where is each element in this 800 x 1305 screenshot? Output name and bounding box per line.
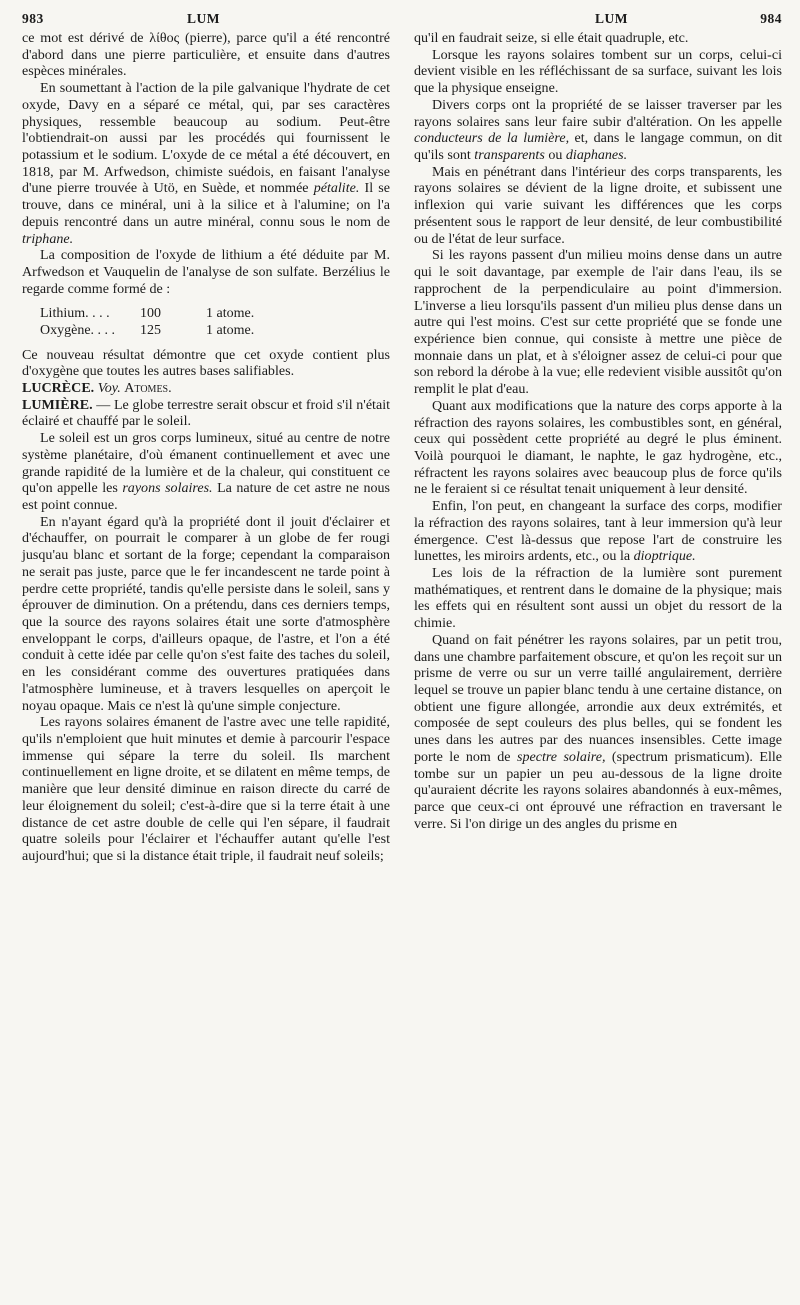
paragraph: Le soleil est un gros corps lumineux, situé au centre de notre système planétaire, d'où émanent continuellement et avec une grande rapidité de la lumière et de la chaleur, qui constituent ce qu'on appelle les rayons solaires. La nature de cet astre ne nous est point connue. [22,430,390,513]
entry-lucrece [22,380,390,397]
left-page-number: 983 [22,11,44,26]
paragraph: Ce nouveau résultat démontre que cet oxyde contient plus d'oxygène que toutes les autres bases salifiables. [22,346,390,380]
element-atoms: 1 atome. [206,322,255,338]
paragraph: Mais en pénétrant dans l'intérieur des corps transparents, les rayons solaires se dévient de la ligne droite, et subissent une inflexion qui varie suivant les différences que les corps présentent sous le rapport de leur densité, de leur combustibilité ou de l'état de leur surface. [414,163,782,247]
entry-term: LUMIÈRE. [22,396,93,413]
paragraph: Si les rayons passent d'un milieu moins dense dans un autre qui le soit davantage, par exemple de l'air dans l'eau, ils se rapprochent de la perpendiculaire au point d'immersion. L'inverse a lieu lorsqu'ils passent d'un milieu plus dense dans un autre qui l'est moins. C'est sur cette propriété que se fonde une expérience bien connue, qui consiste à mettre une pièce de monnaie dans un plat, et à s'éloigner assez de celui-ci pour que son rebord la dérobe à la vue; elle redevient visible aussitôt qu'on remplit le plat d'eau. [414,247,782,398]
cross-ref: Voy. [97,379,121,396]
table-row [40,305,286,322]
running-header [22,8,782,30]
element-atoms: 1 atome. [206,305,255,321]
composition-table [40,305,286,339]
paragraph: En soumettant à l'action de la pile galvanique l'hydrate de cet oxyde, Davy en a séparé ce métal, qui, par ses caractères physiques, ressemble beaucoup au sodium. Peut-être l'obtiendrait-on aussi par les procédés qui fournissent le potassium et le sodium. L'oxyde de ce métal a été découvert, en 1818, par M. Arfwedson, chimiste suédois, en faisant l'analyse d'une pierre trouvée à Utö, en Suède, et nommée pétalite. Il se trouve, dans ce minéral, uni à la silice et à l'alumine; on l'a depuis rencontré dans un autre minéral, connu sous le nom de triphane. [22,80,390,247]
paragraph: Divers corps ont la propriété de se laisser traverser par les rayons solaires sans leur faire subir d'altération. On les appelle conducteurs de la lumière, et, dans le langage commun, on dit qu'ils sont transparents ou diaphanes. [414,96,782,164]
left-column [22,30,390,865]
element-amount: 100 [140,305,161,321]
element-name: Lithium. . . . [40,305,110,321]
paragraph: Lorsque les rayons solaires tombent sur un corps, celui-ci devient visible en les réfléchissant de sa surface, suivant les lois que la physique enseigne. [414,46,782,97]
paragraph: Quant aux modifications que la nature des corps apporte à la réfraction des rayons solaires, les combustibles sont, en général, ceux qui possèdent cette propriété au degré le plus éminent. Voilà pourquoi le diamant, le naphte, le gaz hydrogène, etc., réfractent les rayons solaires avec beaucoup plus de force qu'ils ne le feraient si ce résultat tenait uniquement à leur densité. [414,397,782,498]
paragraph: ce mot est dérivé de λίθος (pierre), parce qu'il a été rencontré d'abord dans une pierre particulière, et ensuite dans d'autres espèces minérales. [22,30,390,80]
paragraph: Les rayons solaires émanent de l'astre avec une telle rapidité, qu'ils n'emploient que huit minutes et demie à parcourir l'espace immense qui sépare la terre du soleil. Ils marchent continuellement en ligne droite, et se dilatent en même temps, de manière que leur densité diminue en raison directe du carré de leur éloignement du soleil; c'est-à-dire que si la terre était à une distance de cet astre double de celle qui l'en sépare, il faudrait quatre soleils pour l'éclairer et l'échauffer autant qu'elle l'est aujourd'hui; que si la distance était triple, il faudrait neuf soleils; [22,714,390,865]
paragraph: En n'ayant égard qu'à la propriété dont il jouit d'éclairer et d'échauffer, on pourrait le comparer à un globe de fer rougi jusqu'au blanc et sortant de la forge; cependant la comparaison ne serait pas juste, parce que le fer incandescent ne tarde point à perdre cette propriété, tandis qu'elle persiste dans le soleil, sans y éprouver de diminution. On a prétendu, dans ces derniers temps, que la source des rayons solaires était une sorte d'atmosphère enveloppant le corps, d'ailleurs opaque, de l'astre, et l'on a été conduit à cette idée par celle qu'on s'est faite des taches du soleil, en les considérant comme des ouvertures pratiquées dans l'atmosphère lumineuse, et à travers lesquelles on aperçoit le noyau opaque. Mais ce n'est là qu'une simple conjecture. [22,513,390,714]
paragraph: Enfin, l'on peut, en changeant la surface des corps, modifier la réfraction des rayons solaires, tant à leur immersion qu'à leur émergence. C'est là-dessus que repose l'art de construire les lunettes, les miroirs ardents, etc., ou la dioptrique. [414,498,782,565]
entry-term: LUCRÈCE. [22,379,95,396]
paragraph: qu'il en faudrait seize, si elle était quadruple, etc. [414,30,689,46]
right-running-head: LUM [595,11,628,26]
entry-lumiere: LUMIÈRE. — Le globe terrestre serait obscur et froid s'il n'était éclairé et chauffé par le soleil. [22,396,390,430]
right-page-number: 984 [760,11,782,26]
left-running-head: LUM [187,11,220,26]
paragraph: Les lois de la réfraction de la lumière sont purement mathématiques, et rentrent dans le domaine de la physique; mais les effets qui en résultent sont aussi un objet du ressort de la chimie. [414,565,782,632]
paragraph: La composition de l'oxyde de lithium a été déduite par M. Arfwedson et Vauquelin de l'analyse de son sulfate. Berzélius le regarde comme formé de : [22,247,390,297]
text-columns [22,30,782,865]
book-page [22,8,782,1298]
cross-ref-target: Atomes. [124,379,172,396]
element-amount: 125 [140,322,161,338]
paragraph: Quand on fait pénétrer les rayons solaires, par un petit trou, dans une chambre parfaitement obscure, et qu'on les reçoit sur un prisme de verre ou sur un verre taillé angulairement, derrière lequel se trouve un papier blanc tendu à une certaine distance, on obtient une figure allongée, arrondie aux deux extrémités, et composée de sept couleurs des plus belles, qui se fondent les unes dans les autres par des nuances insensibles. Cette image porte le nom de spectre solaire, (spectrum prismaticum). Elle tombe sur un papier un peu au-dessous de la ligne droite qu'auraient décrite les rayons solaires abandonnés à eux-mêmes, parce que ceux-ci ont éprouvé une réfraction en traversant le verre. Si l'on dirige un des angles du prisme en [414,631,782,832]
table-row [40,322,286,339]
right-column [414,30,782,865]
element-name: Oxygène. . . . [40,322,116,338]
